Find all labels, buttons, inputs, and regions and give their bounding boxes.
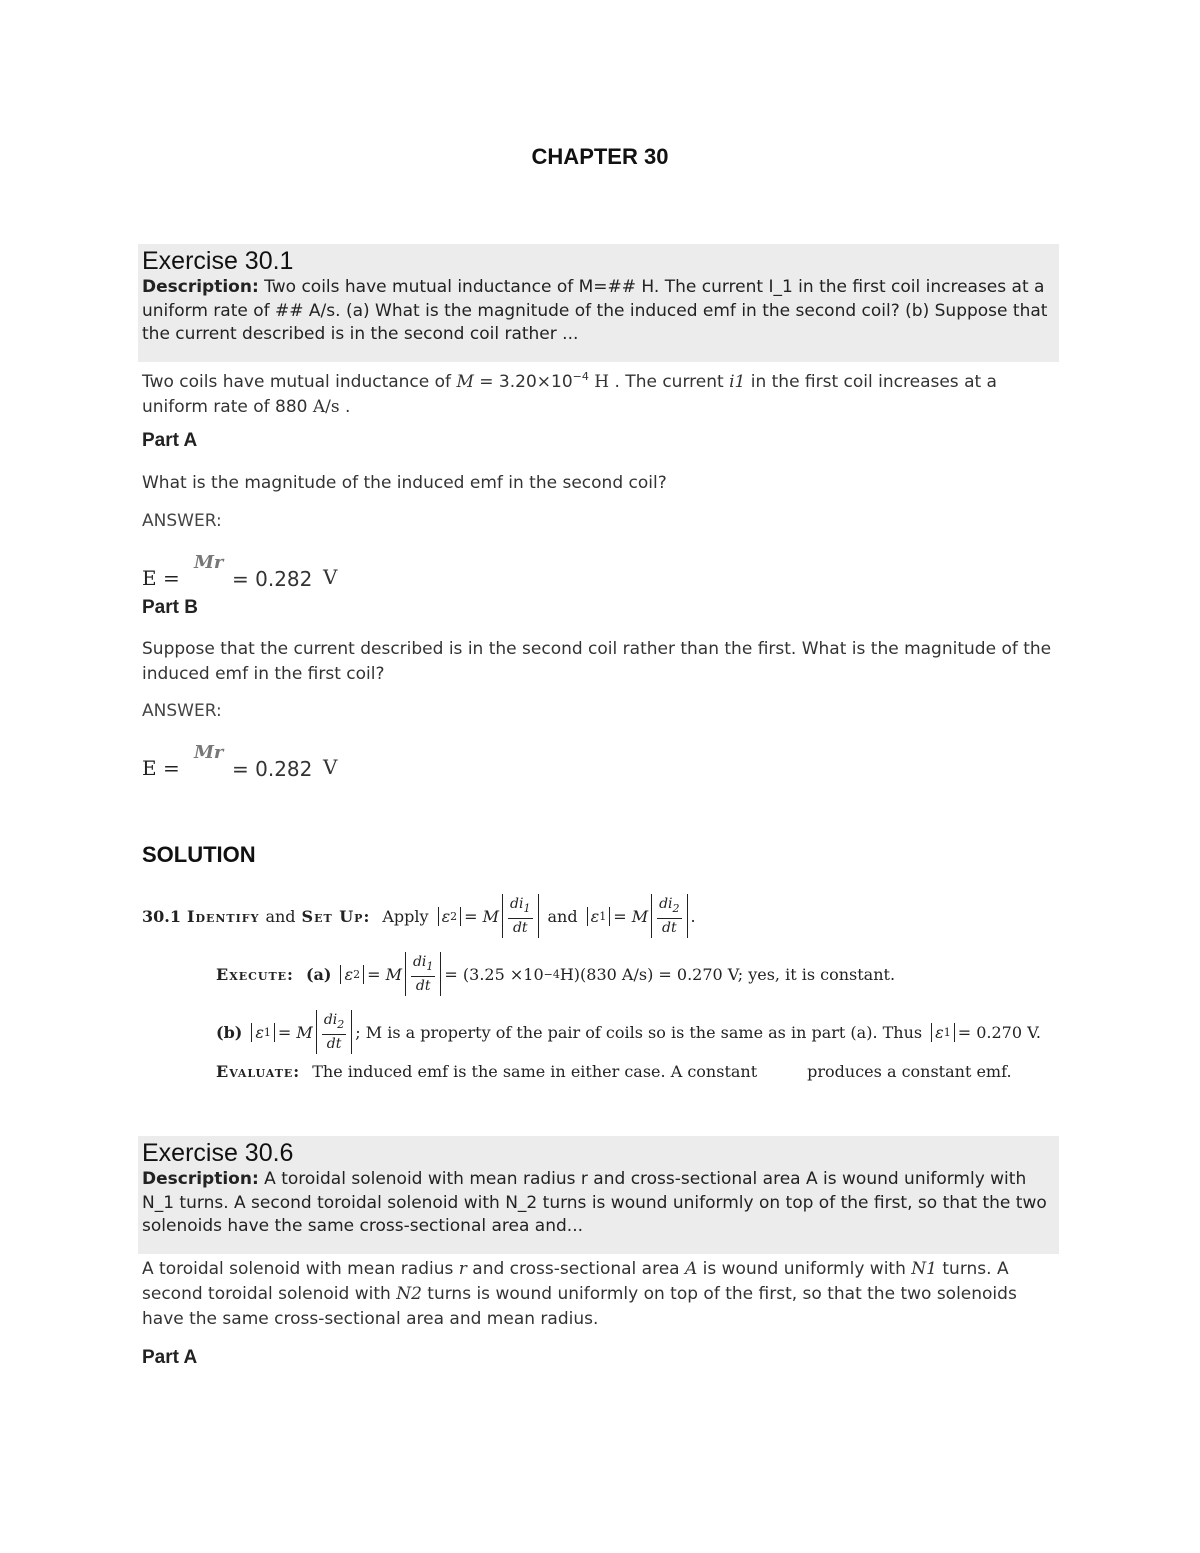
identify-label: Identify bbox=[186, 906, 260, 926]
chapter-title: CHAPTER 30 bbox=[531, 144, 669, 169]
part-b-label: Part B bbox=[142, 597, 198, 618]
answer-unit: V bbox=[323, 755, 338, 779]
execute-label: Execute: bbox=[216, 964, 294, 984]
answer-unit: V bbox=[323, 565, 338, 589]
evaluate-label: Evaluate: bbox=[216, 1062, 301, 1081]
solution-part-b-line: (b) ε 1 = M $\frac{di_2}{dt}$ ; M is a property of the pair of coils so is the same as in part (a). Thus ε 1 = 0.270 V. bbox=[216, 1012, 1041, 1052]
description-text: A toroidal solenoid with mean radius r and cross-sectional area A is wound uniformly with N_1 turns. A second toroidal solenoid with N_2 turns is wound uniformly on top of the first, so that the two solenoids have the same cross-sectional area and... bbox=[142, 1169, 1047, 1236]
setup-label: Set Up: bbox=[301, 906, 371, 926]
exercise-30-1-title: Exercise 30.1 bbox=[142, 247, 294, 275]
exercise-30-6-part-a-label: Part A bbox=[142, 1347, 198, 1368]
exercise-30-6-description-box bbox=[138, 1136, 1059, 1254]
answer-value: = 0.282 bbox=[232, 567, 313, 591]
part-a-label: Part A bbox=[142, 430, 198, 451]
part-b-answer bbox=[142, 742, 542, 782]
solution-evaluate-line: Evaluate: The induced emf is the same in either case. A constant produces a constant emf. bbox=[216, 1062, 1012, 1081]
exercise-30-1-description bbox=[142, 276, 1053, 347]
solution-execute-line: Execute: (a) ε 2 = M $\frac{di_1}{dt}$ = (3.25 ×10 −4 H)(830 A/s) = 0.270 V; yes, it is constant. bbox=[216, 954, 896, 994]
solution-identify-line: 30.1 Identify and Set Up: Apply ε 2 = M $\frac{di_1}{dt}$ and ε 1 = M $\frac{di_2}{dt}$ . bbox=[142, 896, 696, 936]
derivative-abs: $\frac{di_1}{dt}$ bbox=[502, 894, 538, 938]
answer-label-b: ANSWER: bbox=[142, 701, 222, 721]
part-a-answer bbox=[142, 552, 542, 592]
emf-abs: ε 2 bbox=[438, 907, 462, 926]
emf-abs: ε 1 bbox=[587, 907, 611, 926]
description-label: Description: bbox=[142, 277, 259, 297]
exercise-30-6-description bbox=[142, 1168, 1053, 1239]
part-b-question: Suppose that the current described is in the second coil rather than the first. What is the magnitude of the induced emf in the first coil? bbox=[142, 639, 1052, 684]
answer-formula-image: Mr bbox=[194, 742, 224, 763]
answer-formula-image: Mr bbox=[194, 552, 224, 573]
exercise-30-1-description-box bbox=[138, 244, 1059, 362]
part-a-question: What is the magnitude of the induced emf in the second coil? bbox=[142, 473, 667, 493]
exercise-30-6-intro: A toroidal solenoid with mean radius r and cross-sectional area A is wound uniformly with N1 turns. A second toroidal solenoid with N2 turns is wound uniformly on top of the first, so that the two solenoids have the same cross-sectional area and mean radius. bbox=[142, 1259, 1017, 1329]
answer-lhs: E = bbox=[142, 756, 180, 780]
derivative-abs: $\frac{di_2}{dt}$ bbox=[651, 894, 687, 938]
answer-label: ANSWER: bbox=[142, 511, 222, 531]
exercise-30-1-intro: Two coils have mutual inductance of $M = 3.20\times 10^{-4}$ H . The current i1 in the first coil increases at a uniform rate of 880 A/s . bbox=[142, 370, 997, 417]
answer-value: = 0.282 bbox=[232, 757, 313, 781]
solution-title: SOLUTION bbox=[142, 842, 256, 867]
answer-lhs: E = bbox=[142, 566, 180, 590]
description-text: Two coils have mutual inductance of M=## H. The current I_1 in the first coil increases at a uniform rate of ## A/s. (a) What is the magnitude of the induced emf in the second coil? (b) Suppose that the current described is in the second coil rather ... bbox=[142, 277, 1048, 344]
description-label: Description: bbox=[142, 1169, 259, 1189]
exercise-30-6-title: Exercise 30.6 bbox=[142, 1139, 294, 1167]
